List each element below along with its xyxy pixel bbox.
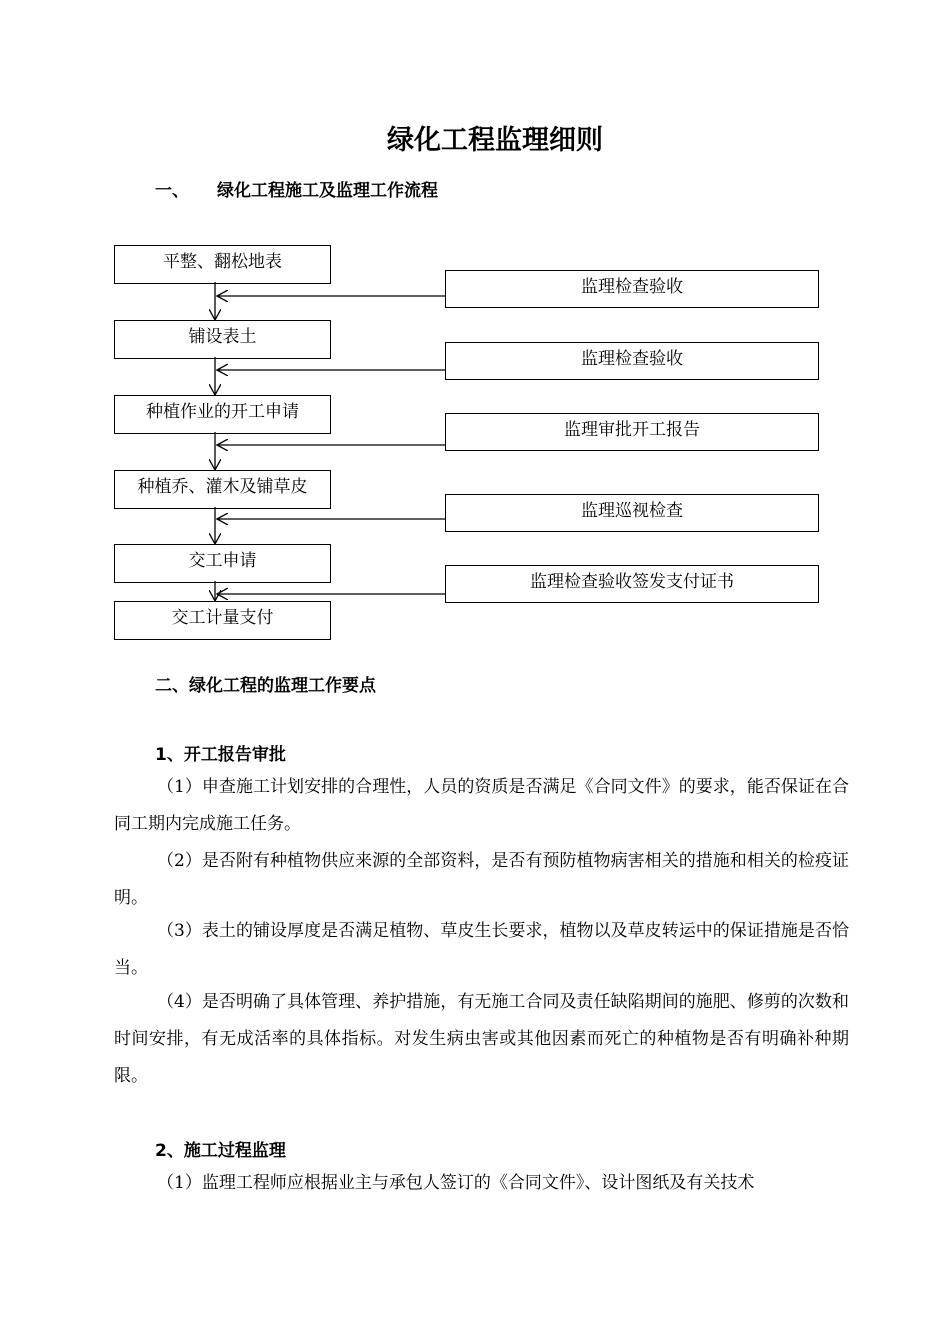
subsection-2-heading: 2、施工过程监理 — [155, 1141, 286, 1161]
supervision-step-4: 监理巡视检查 — [445, 494, 819, 532]
supervision-step-5: 监理检查验收签发支付证书 — [445, 565, 819, 603]
supervision-step-1: 监理检查验收 — [445, 270, 819, 308]
paragraph: （2）是否附有种植物供应来源的全部资料，是否有预防植物病害相关的措施和相关的检疫证明。 — [114, 851, 849, 908]
flow-step-5: 交工申请 — [114, 544, 331, 583]
supervision-step-2: 监理检查验收 — [445, 342, 819, 380]
paragraph: （1）监理工程师应根据业主与承包人签订的《合同文件》、设计图纸及有关技术 — [157, 1173, 755, 1193]
flow-step-3: 种植作业的开工申请 — [114, 395, 331, 434]
paragraph: （1）申查施工计划安排的合理性，人员的资质是否满足《合同文件》的要求，能否保证在合同工期内完成施工任务。 — [114, 777, 849, 834]
paragraph: （3）表土的铺设厚度是否满足植物、草皮生长要求，植物以及草皮转运中的保证措施是否恰当。 — [114, 921, 849, 978]
section-2-heading: 二、绿化工程的监理工作要点 — [155, 676, 376, 696]
section-1-title: 绿化工程施工及监理工作流程 — [217, 181, 438, 201]
flow-step-1: 平整、翻松地表 — [114, 245, 331, 284]
supervision-step-3: 监理审批开工报告 — [445, 413, 819, 451]
flow-step-4: 种植乔、灌木及铺草皮 — [114, 470, 331, 509]
flow-step-6: 交工计量支付 — [114, 601, 331, 640]
flow-step-2: 铺设表土 — [114, 320, 331, 359]
subsection-1-heading: 1、开工报告审批 — [155, 745, 286, 765]
page-title: 绿化工程监理细则 — [387, 125, 603, 156]
paragraph: （4）是否明确了具体管理、养护措施，有无施工合同及责任缺陷期间的施肥、修剪的次数和时间安排，有无成活率的具体指标。对发生病虫害或其他因素而死亡的种植物是否有明确补种期限。 — [114, 992, 849, 1086]
section-1-number: 一、 — [155, 181, 189, 201]
